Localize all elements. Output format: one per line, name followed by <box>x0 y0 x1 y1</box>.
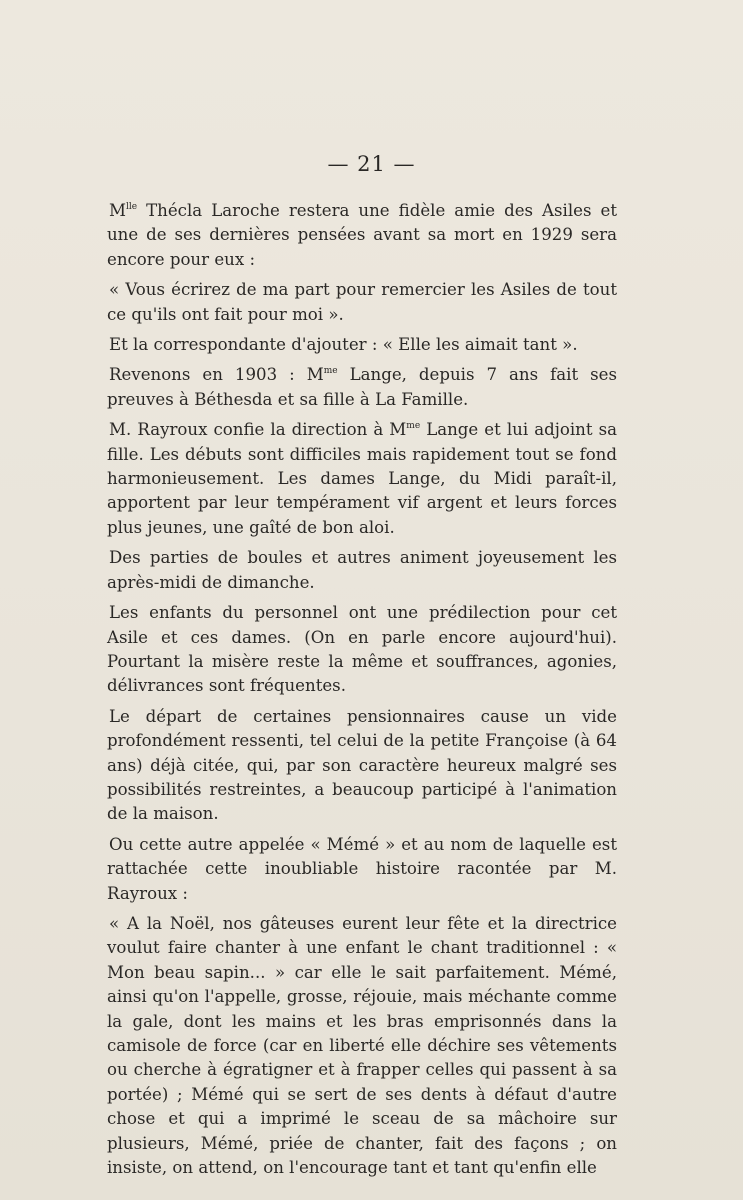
paragraph-4: Revenons en 1903 : $M^{me}$ Lange, depuis 7 ans fait ses preuves à Béthesda et sa fille à La Famille. <box>107 365 617 409</box>
paragraph-5: M. Rayroux confie la direction à $M^{me}$ Lange et lui adjoint sa fille. Les débuts sont difficiles mais rapidement tout se fond harmonieusement. Les dames Lange, du Midi paraît-il, apportent par leur tempérament vif argent et leurs forces plus jeunes, une gaîté de bon aloi. <box>107 420 617 537</box>
body-text <box>107 199 617 1186</box>
paragraph-3: Et la correspondante d'ajouter : « Elle les aimait tant ». <box>109 335 578 355</box>
superscript: lle <box>126 202 138 212</box>
paragraph-7: Les enfants du personnel ont une prédilection pour cet Asile et ces dames. (On en parle encore aujourd'hui). Pourtant la misère reste la même et souffrances, agonies, délivrances sont fréquentes. <box>107 603 617 696</box>
superscript: me <box>406 421 421 432</box>
paragraph-6: Des parties de boules et autres animent joyeusement les après-midi de dimanche. <box>107 548 617 592</box>
paragraph-2: « Vous écrirez de ma part pour remercier les Asiles de tout ce qu'ils ont fait pour moi ». <box>107 280 617 324</box>
paragraph-8: Le départ de certaines pensionnaires cause un vide profondément ressenti, tel celui de la petite Françoise (à 64 ans) déjà citée, qui, par son caractère heureux malgré ses possibilités restreintes, a beaucoup participé à l'animation de la maison. <box>107 706 617 824</box>
paragraph-10: « A la Noël, nos gâteuses eurent leur fête et la directrice voulut faire chanter à une enfant le chant traditionnel : « Mon beau sapin... » car elle le sait parfaitement. Mémé, ainsi qu'on l'appelle, grosse, réjouie, mais méchante comme la gale, dont les mains et les bras emprisonnés dans la camisole de force (car en liberté elle déchire ses vêtements ou cherche à égratigner et à frapper celles qui passent à sa portée) ; Mémé qui se sert de ses dents à défaut d'autre chose et qui a imprimé le sceau de sa mâchoire sur plusieurs, Mémé, priée de chanter, fait des façons ; on insiste, on attend, on l'encourage tant et tant qu'enfin elle <box>107 913 617 1178</box>
paragraph-1: $M^{lle}$ Thécla Laroche restera une fidèle amie des Asiles et une de ses dernières pensées avant sa mort en 1929 sera encore pour eux : <box>107 201 617 269</box>
superscript: me <box>323 366 338 377</box>
paragraph-9: Ou cette autre appelée « Mémé » et au nom de laquelle est rattachée cette inoubliable histoire racontée par M. Rayroux : <box>107 834 617 903</box>
page-number: — 21 — <box>327 152 416 176</box>
